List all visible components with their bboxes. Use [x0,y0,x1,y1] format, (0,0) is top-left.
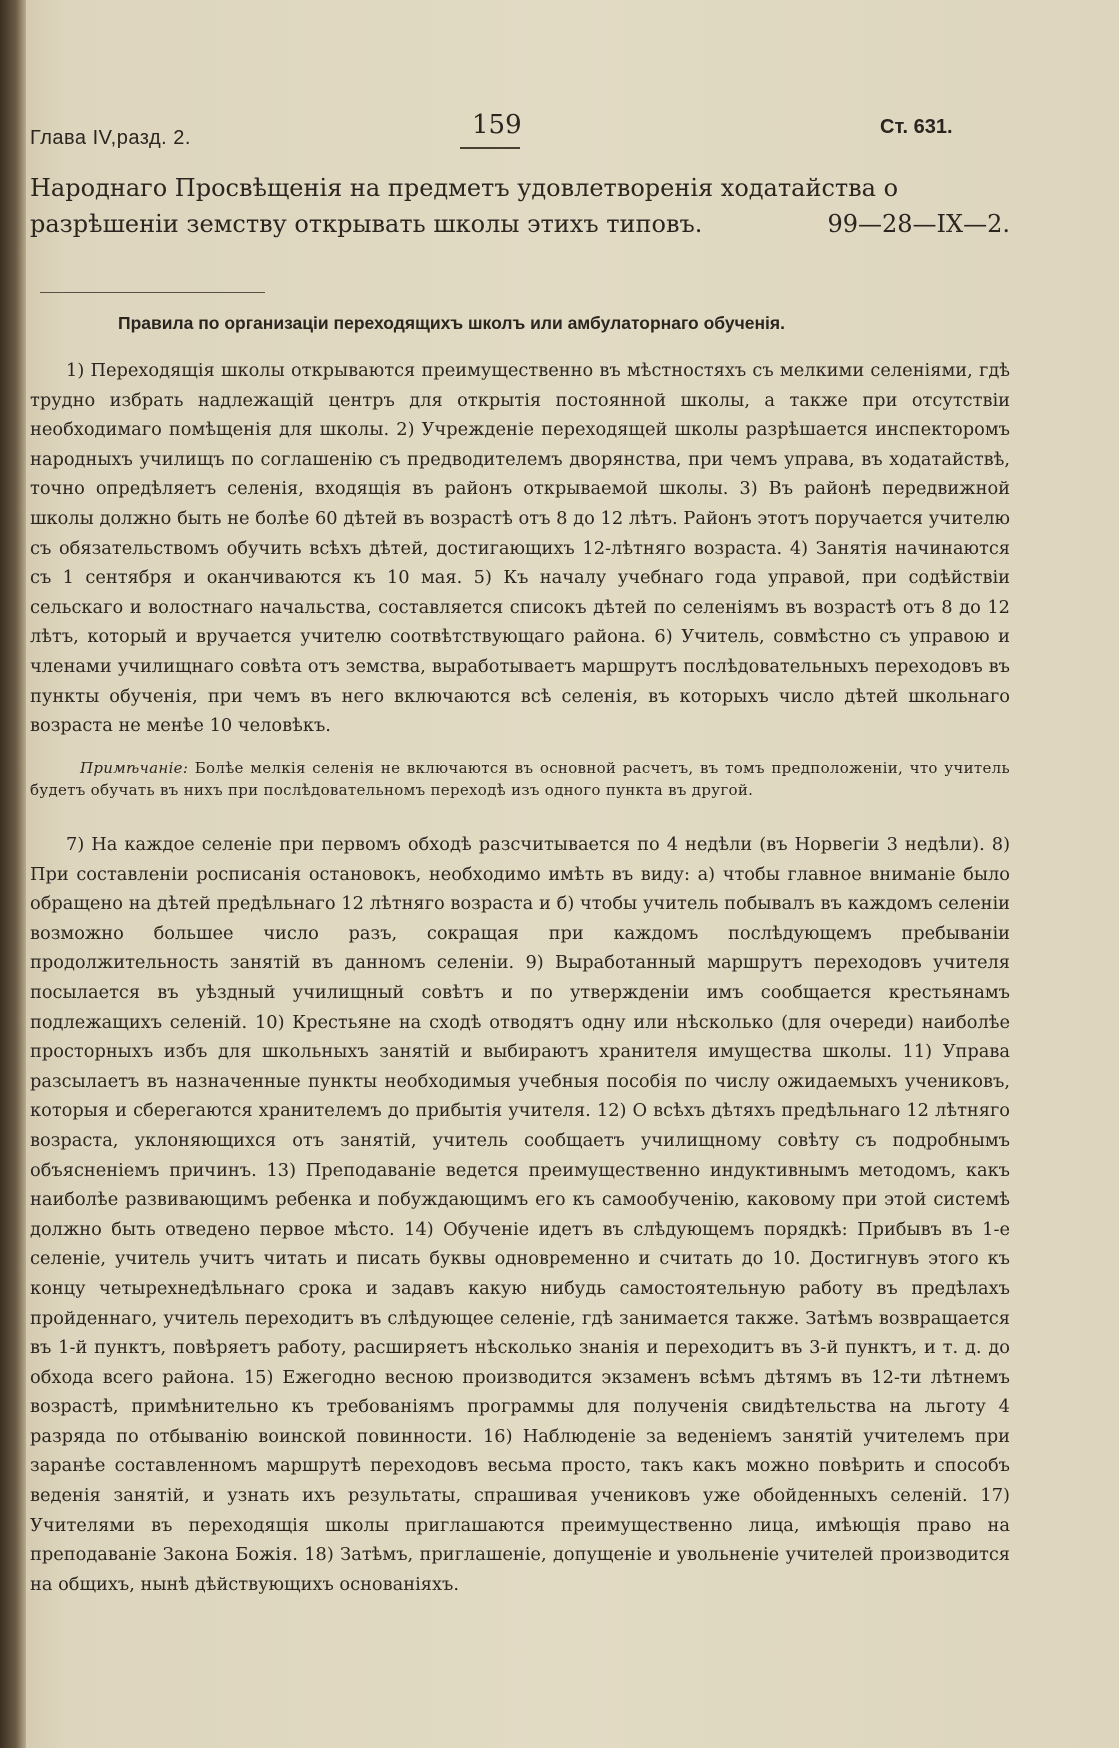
rules-paragraph-1: 1) Переходящія школы открываются преимущественно въ мѣстностяхъ съ мелкими селеніями, гдѣ трудно избрать надлежащій центръ для открытія постоянной школы, а также при отсутствіи необходимаго помѣщенія для школы. 2) Учрежденіе переходящей школы разрѣшается инспекторомъ народныхъ училищъ по соглашенію съ предводителемъ дворянства, при чемъ управа, въ ходатайствѣ, точно опредѣляетъ селенія, входящія въ районъ открываемой школы. 3) Въ районѣ передвижной школы должно быть не болѣе 60 дѣтей въ возрастѣ отъ 8 до 12 лѣтъ. Районъ этотъ поручается учителю съ обязательствомъ обучить всѣхъ дѣтей, достигающихъ 12-лѣтняго возраста. 4) Занятія начинаются съ 1 сентября и оканчиваются къ 10 мая. 5) Къ началу учебнаго года управой, при содѣйствіи сельскаго и волостнаго начальства, составляется списокъ дѣтей по селеніямъ въ возрастѣ отъ 8 до 12 лѣтъ, который и вручается учителю соотвѣтствующаго района. 6) Учитель, совмѣстно съ управою и членами училищнаго совѣта отъ земства, выработываетъ маршрутъ послѣдовательныхъ переходовъ въ пункты обученія, при чемъ въ него включаются всѣ селенія, въ которыхъ число дѣтей школьнаго возраста не менѣе 10 человѣкъ. [30,360,1010,737]
intro-sentence: Народнаго Просвѣщенія на предметъ удовлетворенія ходатайства о разрѣшеніи земству открывать школы этихъ типовъ. [30,174,899,238]
chapter-reference: Глава IV,разд. 2. [30,127,191,149]
intro-reference: 99—28—IX—2. [827,210,1010,238]
note-paragraph [30,757,1010,801]
article-number: Ст. 631. [880,116,953,138]
rules-paragraph-2: 7) На каждое селеніе при первомъ обходѣ разсчитывается по 4 недѣли (въ Норвегіи 3 недѣли). 8) При составленіи росписанія остановокъ, необходимо имѣть въ виду: а) чтобы главное вниманіе было обращено на дѣтей предѣльнаго 12 лѣтняго возраста и б) чтобы учитель побывалъ въ каждомъ селеніи возможно большее число разъ, сокращая при каждомъ послѣдующемъ пребываніи продолжительность занятій въ данномъ селеніи. 9) Выработанный маршрутъ переходовъ учителя посылается въ уѣздный училищный совѣтъ и по утвержденіи имъ сообщается крестьянамъ подлежащихъ селеній. 10) Крестьяне на сходѣ отводятъ одну или нѣсколько (для очереди) наиболѣе просторныхъ избъ для школьныхъ занятій и выбираютъ хранителя имущества школы. 11) Управа разсылаетъ въ назначенные пункты необходимыя учебныя пособія по числу ожидаемыхъ учениковъ, которыя и сберегаются хранителемъ до прибытія учителя. 12) О всѣхъ дѣтяхъ предѣльнаго 12 лѣтняго возраста, уклоняющихся отъ занятій, учитель сообщаетъ училищному совѣту съ подробнымъ объясненіемъ причинъ. 13) Преподаваніе ведется преимущественно индуктивнымъ методомъ, какъ наиболѣе развивающимъ ребенка и побуждающимъ его къ самообученію, каковому при этой системѣ должно быть отведено первое мѣсто. 14) Обученіе идетъ въ слѣдующемъ порядкѣ: Прибывъ въ 1-е селеніе, учитель учитъ читать и писать буквы одновременно и считать до 10. Достигнувъ этого къ концу четырехнедѣльнаго срока и задавъ какую нибудь самостоятельную работу въ предѣлахъ пройденнаго, учитель переходитъ въ слѣдующее селеніе, гдѣ занимается также. Затѣмъ возвращается въ 1-й пунктъ, повѣряетъ работу, расширяетъ нѣсколько знанія и переходитъ въ 3-й пунктъ, и т. д. до обхода всего района. 15) Ежегодно весною производится экзаменъ всѣмъ дѣтямъ въ 12-ти лѣтнемъ возрастѣ, примѣнительно къ требованіямъ программы для полученія свидѣтельства на льготу 4 разряда по отбыванію воинской повинности. 16) Наблюденіе за веденіемъ занятій учителемъ при заранѣе составленномъ маршрутѣ переходовъ весьма просто, такъ какъ можно повѣрить и способъ веденія занятій, и узнать ихъ результаты, спрашивая учениковъ уже обойденныхъ селеній. 17) Учителями въ переходящія школы приглашаются преимущественно лица, имѣющія право на преподаваніе Закона Божія. 18) Затѣмъ, приглашеніе, допущеніе и увольненіе учителей производится на общихъ, нынѣ дѣйствующихъ основаніяхъ. [30,834,1010,1595]
page-number: 159 [472,110,522,140]
intro-text [30,170,1010,242]
separator-line [40,292,265,293]
note-label: Примѣчаніе: [80,759,189,777]
book-spine [0,0,26,1748]
note-text: Болѣе мелкія селенія не включаются въ основной расчетъ, въ томъ предположеніи, что учитель будетъ обучать въ нихъ при послѣдовательномъ переходѣ изъ одного пункта въ другой. [30,759,1010,799]
page-number-underline [460,147,520,149]
section-title: Правила по организаціи переходящихъ школъ или амбулаторнаго обученія. [118,313,785,333]
